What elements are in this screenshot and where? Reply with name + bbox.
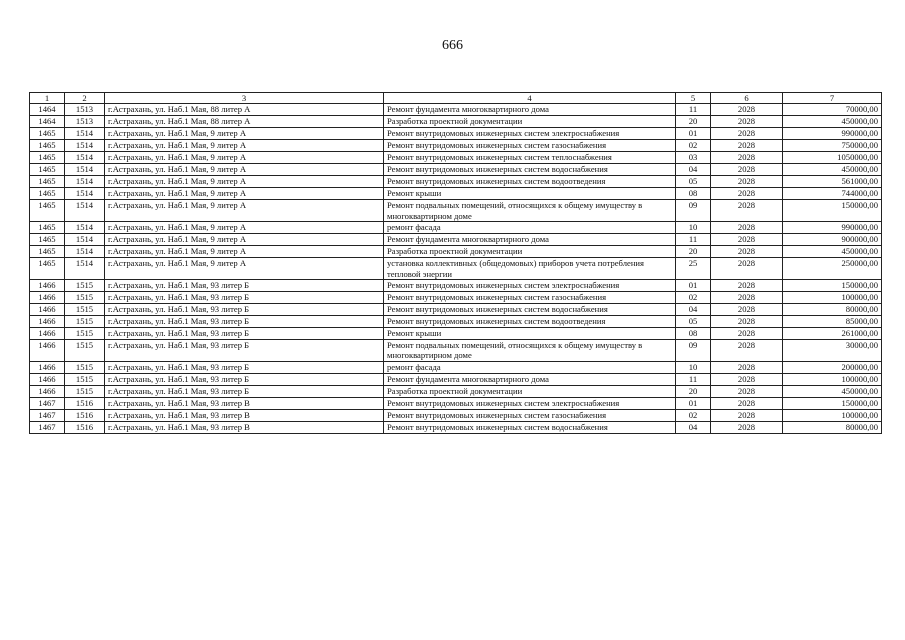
cell-house-number: 1515	[65, 316, 105, 328]
cell-year: 2028	[711, 116, 783, 128]
cell-house-number: 1513	[65, 104, 105, 116]
table-row	[30, 397, 882, 409]
cell-record-number: 1466	[30, 373, 65, 385]
cell-year: 2028	[711, 222, 783, 234]
cell-work-code: 25	[676, 258, 711, 280]
cell-address: г.Астрахань, ул. Наб.1 Мая, 9 литер А	[105, 164, 384, 176]
cell-record-number: 1466	[30, 280, 65, 292]
table-header-row	[30, 93, 882, 104]
cell-year: 2028	[711, 152, 783, 164]
cell-address: г.Астрахань, ул. Наб.1 Мая, 93 литер Б	[105, 292, 384, 304]
cell-year: 2028	[711, 397, 783, 409]
table-row	[30, 222, 882, 234]
cell-cost: 1050000,00	[783, 152, 882, 164]
header-col-5: 5	[676, 93, 711, 104]
cell-address: г.Астрахань, ул. Наб.1 Мая, 93 литер Б	[105, 304, 384, 316]
cell-house-number: 1516	[65, 397, 105, 409]
cell-address: г.Астрахань, ул. Наб.1 Мая, 93 литер Б	[105, 316, 384, 328]
cell-work-type: ремонт фасада	[384, 222, 676, 234]
table-row	[30, 409, 882, 421]
cell-work-type: Ремонт внутридомовых инженерных систем электроснабжения	[384, 280, 676, 292]
cell-work-code: 11	[676, 373, 711, 385]
cell-address: г.Астрахань, ул. Наб.1 Мая, 9 литер А	[105, 188, 384, 200]
cell-record-number: 1464	[30, 116, 65, 128]
table-row	[30, 176, 882, 188]
cell-year: 2028	[711, 234, 783, 246]
cell-cost: 250000,00	[783, 258, 882, 280]
table-row	[30, 292, 882, 304]
cell-house-number: 1515	[65, 304, 105, 316]
cell-year: 2028	[711, 316, 783, 328]
table-row	[30, 373, 882, 385]
cell-work-code: 10	[676, 222, 711, 234]
cell-work-code: 02	[676, 140, 711, 152]
cell-cost: 990000,00	[783, 222, 882, 234]
cell-work-type: Ремонт фундамента многоквартирного дома	[384, 234, 676, 246]
cell-work-type: Ремонт внутридомовых инженерных систем водоснабжения	[384, 421, 676, 433]
table-row	[30, 188, 882, 200]
cell-work-type: ремонт фасада	[384, 361, 676, 373]
cell-record-number: 1466	[30, 292, 65, 304]
cell-work-type: Ремонт подвальных помещений, относящихся к общему имуществу в многоквартирном доме	[384, 340, 676, 362]
cell-record-number: 1466	[30, 304, 65, 316]
cell-address: г.Астрахань, ул. Наб.1 Мая, 93 литер В	[105, 409, 384, 421]
cell-cost: 80000,00	[783, 304, 882, 316]
cell-record-number: 1466	[30, 361, 65, 373]
cell-work-type: Ремонт подвальных помещений, относящихся к общему имуществу в многоквартирном доме	[384, 200, 676, 222]
cell-house-number: 1514	[65, 200, 105, 222]
cell-record-number: 1466	[30, 328, 65, 340]
header-col-6: 6	[711, 93, 783, 104]
cell-record-number: 1466	[30, 385, 65, 397]
cell-work-code: 08	[676, 328, 711, 340]
table-row	[30, 234, 882, 246]
table-row	[30, 116, 882, 128]
cell-record-number: 1465	[30, 246, 65, 258]
cell-cost: 150000,00	[783, 397, 882, 409]
cell-work-type: Ремонт фундамента многоквартирного дома	[384, 373, 676, 385]
cell-work-code: 20	[676, 246, 711, 258]
cell-work-code: 08	[676, 188, 711, 200]
cell-cost: 85000,00	[783, 316, 882, 328]
cell-cost: 450000,00	[783, 164, 882, 176]
cell-record-number: 1466	[30, 316, 65, 328]
cell-work-code: 04	[676, 421, 711, 433]
cell-house-number: 1515	[65, 328, 105, 340]
cell-year: 2028	[711, 409, 783, 421]
cell-address: г.Астрахань, ул. Наб.1 Мая, 93 литер В	[105, 421, 384, 433]
cell-house-number: 1514	[65, 188, 105, 200]
cell-cost: 261000,00	[783, 328, 882, 340]
cell-work-code: 09	[676, 340, 711, 362]
table-row	[30, 328, 882, 340]
header-col-7: 7	[783, 93, 882, 104]
cell-address: г.Астрахань, ул. Наб.1 Мая, 93 литер В	[105, 397, 384, 409]
cell-record-number: 1467	[30, 397, 65, 409]
table-row	[30, 246, 882, 258]
cell-cost: 450000,00	[783, 246, 882, 258]
header-col-3: 3	[105, 93, 384, 104]
cell-address: г.Астрахань, ул. Наб.1 Мая, 88 литер А	[105, 104, 384, 116]
cell-work-code: 04	[676, 304, 711, 316]
cell-house-number: 1515	[65, 361, 105, 373]
table-row	[30, 304, 882, 316]
cell-work-type: Разработка проектной документации	[384, 116, 676, 128]
cell-work-type: Ремонт внутридомовых инженерных систем водоснабжения	[384, 304, 676, 316]
cell-address: г.Астрахань, ул. Наб.1 Мая, 9 литер А	[105, 152, 384, 164]
cell-work-code: 09	[676, 200, 711, 222]
cell-year: 2028	[711, 176, 783, 188]
cell-house-number: 1513	[65, 116, 105, 128]
cell-record-number: 1465	[30, 188, 65, 200]
table-row	[30, 421, 882, 433]
cell-cost: 100000,00	[783, 373, 882, 385]
table-row	[30, 385, 882, 397]
cell-record-number: 1465	[30, 222, 65, 234]
cell-year: 2028	[711, 385, 783, 397]
cell-year: 2028	[711, 361, 783, 373]
table-row	[30, 104, 882, 116]
cell-work-type: Ремонт внутридомовых инженерных систем электроснабжения	[384, 128, 676, 140]
cell-work-code: 03	[676, 152, 711, 164]
cell-work-type: Ремонт фундамента многоквартирного дома	[384, 104, 676, 116]
cell-record-number: 1464	[30, 104, 65, 116]
cell-address: г.Астрахань, ул. Наб.1 Мая, 9 литер А	[105, 222, 384, 234]
cell-work-code: 02	[676, 409, 711, 421]
cell-cost: 100000,00	[783, 409, 882, 421]
cell-cost: 150000,00	[783, 200, 882, 222]
cell-record-number: 1467	[30, 421, 65, 433]
table-row	[30, 164, 882, 176]
table-row	[30, 316, 882, 328]
cell-cost: 30000,00	[783, 340, 882, 362]
cell-year: 2028	[711, 258, 783, 280]
cell-house-number: 1516	[65, 421, 105, 433]
cell-year: 2028	[711, 164, 783, 176]
cell-cost: 450000,00	[783, 116, 882, 128]
cell-work-type: Ремонт внутридомовых инженерных систем газоснабжения	[384, 140, 676, 152]
cell-year: 2028	[711, 328, 783, 340]
cell-work-type: Ремонт внутридомовых инженерных систем теплоснабжения	[384, 152, 676, 164]
cell-work-type: Разработка проектной документации	[384, 246, 676, 258]
cell-house-number: 1514	[65, 140, 105, 152]
cell-work-code: 05	[676, 176, 711, 188]
cell-house-number: 1514	[65, 128, 105, 140]
cell-work-type: Ремонт внутридомовых инженерных систем электроснабжения	[384, 397, 676, 409]
cell-record-number: 1467	[30, 409, 65, 421]
cell-record-number: 1465	[30, 258, 65, 280]
table-row	[30, 200, 882, 222]
cell-address: г.Астрахань, ул. Наб.1 Мая, 9 литер А	[105, 140, 384, 152]
cell-house-number: 1514	[65, 222, 105, 234]
cell-address: г.Астрахань, ул. Наб.1 Мая, 93 литер Б	[105, 361, 384, 373]
cell-record-number: 1466	[30, 340, 65, 362]
cell-house-number: 1514	[65, 246, 105, 258]
cell-address: г.Астрахань, ул. Наб.1 Мая, 93 литер Б	[105, 373, 384, 385]
table-row	[30, 258, 882, 280]
cell-cost: 70000,00	[783, 104, 882, 116]
cell-year: 2028	[711, 188, 783, 200]
header-col-4: 4	[384, 93, 676, 104]
cell-work-type: Ремонт внутридомовых инженерных систем водоотведения	[384, 316, 676, 328]
cell-year: 2028	[711, 140, 783, 152]
cell-work-code: 11	[676, 104, 711, 116]
cell-address: г.Астрахань, ул. Наб.1 Мая, 93 литер Б	[105, 328, 384, 340]
cell-house-number: 1514	[65, 176, 105, 188]
cell-year: 2028	[711, 292, 783, 304]
cell-work-type: Ремонт крыши	[384, 188, 676, 200]
cell-cost: 900000,00	[783, 234, 882, 246]
cell-house-number: 1515	[65, 340, 105, 362]
cell-work-code: 01	[676, 128, 711, 140]
cell-work-code: 05	[676, 316, 711, 328]
cell-address: г.Астрахань, ул. Наб.1 Мая, 9 литер А	[105, 200, 384, 222]
cell-year: 2028	[711, 280, 783, 292]
works-register-table	[29, 92, 882, 434]
cell-house-number: 1514	[65, 152, 105, 164]
cell-record-number: 1465	[30, 164, 65, 176]
cell-house-number: 1515	[65, 292, 105, 304]
cell-address: г.Астрахань, ул. Наб.1 Мая, 9 литер А	[105, 258, 384, 280]
cell-record-number: 1465	[30, 176, 65, 188]
cell-year: 2028	[711, 304, 783, 316]
cell-house-number: 1514	[65, 164, 105, 176]
cell-cost: 450000,00	[783, 385, 882, 397]
cell-work-type: Ремонт внутридомовых инженерных систем водоснабжения	[384, 164, 676, 176]
cell-house-number: 1515	[65, 280, 105, 292]
table-row	[30, 280, 882, 292]
cell-address: г.Астрахань, ул. Наб.1 Мая, 93 литер Б	[105, 385, 384, 397]
cell-year: 2028	[711, 373, 783, 385]
cell-address: г.Астрахань, ул. Наб.1 Мая, 9 литер А	[105, 246, 384, 258]
table-body	[30, 104, 882, 433]
cell-address: г.Астрахань, ул. Наб.1 Мая, 88 литер А	[105, 116, 384, 128]
table-row	[30, 152, 882, 164]
cell-work-code: 20	[676, 116, 711, 128]
cell-work-type: Ремонт внутридомовых инженерных систем водоотведения	[384, 176, 676, 188]
cell-work-type: установка коллективных (общедомовых) приборов учета потребления тепловой энергии	[384, 258, 676, 280]
cell-house-number: 1515	[65, 373, 105, 385]
cell-year: 2028	[711, 246, 783, 258]
cell-house-number: 1515	[65, 385, 105, 397]
cell-cost: 80000,00	[783, 421, 882, 433]
cell-year: 2028	[711, 200, 783, 222]
cell-house-number: 1516	[65, 409, 105, 421]
cell-address: г.Астрахань, ул. Наб.1 Мая, 9 литер А	[105, 234, 384, 246]
header-col-2: 2	[65, 93, 105, 104]
cell-address: г.Астрахань, ул. Наб.1 Мая, 9 литер А	[105, 128, 384, 140]
cell-cost: 200000,00	[783, 361, 882, 373]
table-row	[30, 128, 882, 140]
cell-work-code: 10	[676, 361, 711, 373]
cell-work-code: 04	[676, 164, 711, 176]
cell-work-code: 20	[676, 385, 711, 397]
cell-house-number: 1514	[65, 234, 105, 246]
cell-record-number: 1465	[30, 234, 65, 246]
cell-work-code: 01	[676, 397, 711, 409]
cell-year: 2028	[711, 340, 783, 362]
cell-cost: 744000,00	[783, 188, 882, 200]
cell-record-number: 1465	[30, 152, 65, 164]
table-row	[30, 140, 882, 152]
cell-cost: 150000,00	[783, 280, 882, 292]
cell-work-type: Ремонт крыши	[384, 328, 676, 340]
cell-address: г.Астрахань, ул. Наб.1 Мая, 93 литер Б	[105, 340, 384, 362]
cell-work-type: Разработка проектной документации	[384, 385, 676, 397]
cell-record-number: 1465	[30, 140, 65, 152]
cell-record-number: 1465	[30, 200, 65, 222]
cell-cost: 990000,00	[783, 128, 882, 140]
header-col-1: 1	[30, 93, 65, 104]
cell-house-number: 1514	[65, 258, 105, 280]
cell-cost: 100000,00	[783, 292, 882, 304]
cell-cost: 750000,00	[783, 140, 882, 152]
cell-year: 2028	[711, 128, 783, 140]
cell-work-code: 01	[676, 280, 711, 292]
cell-year: 2028	[711, 421, 783, 433]
table-row	[30, 361, 882, 373]
cell-work-code: 02	[676, 292, 711, 304]
cell-year: 2028	[711, 104, 783, 116]
cell-work-code: 11	[676, 234, 711, 246]
cell-work-type: Ремонт внутридомовых инженерных систем газоснабжения	[384, 292, 676, 304]
cell-address: г.Астрахань, ул. Наб.1 Мая, 9 литер А	[105, 176, 384, 188]
page-number: 666	[442, 38, 463, 53]
table-row	[30, 340, 882, 362]
cell-work-type: Ремонт внутридомовых инженерных систем газоснабжения	[384, 409, 676, 421]
cell-record-number: 1465	[30, 128, 65, 140]
cell-address: г.Астрахань, ул. Наб.1 Мая, 93 литер Б	[105, 280, 384, 292]
cell-cost: 561000,00	[783, 176, 882, 188]
